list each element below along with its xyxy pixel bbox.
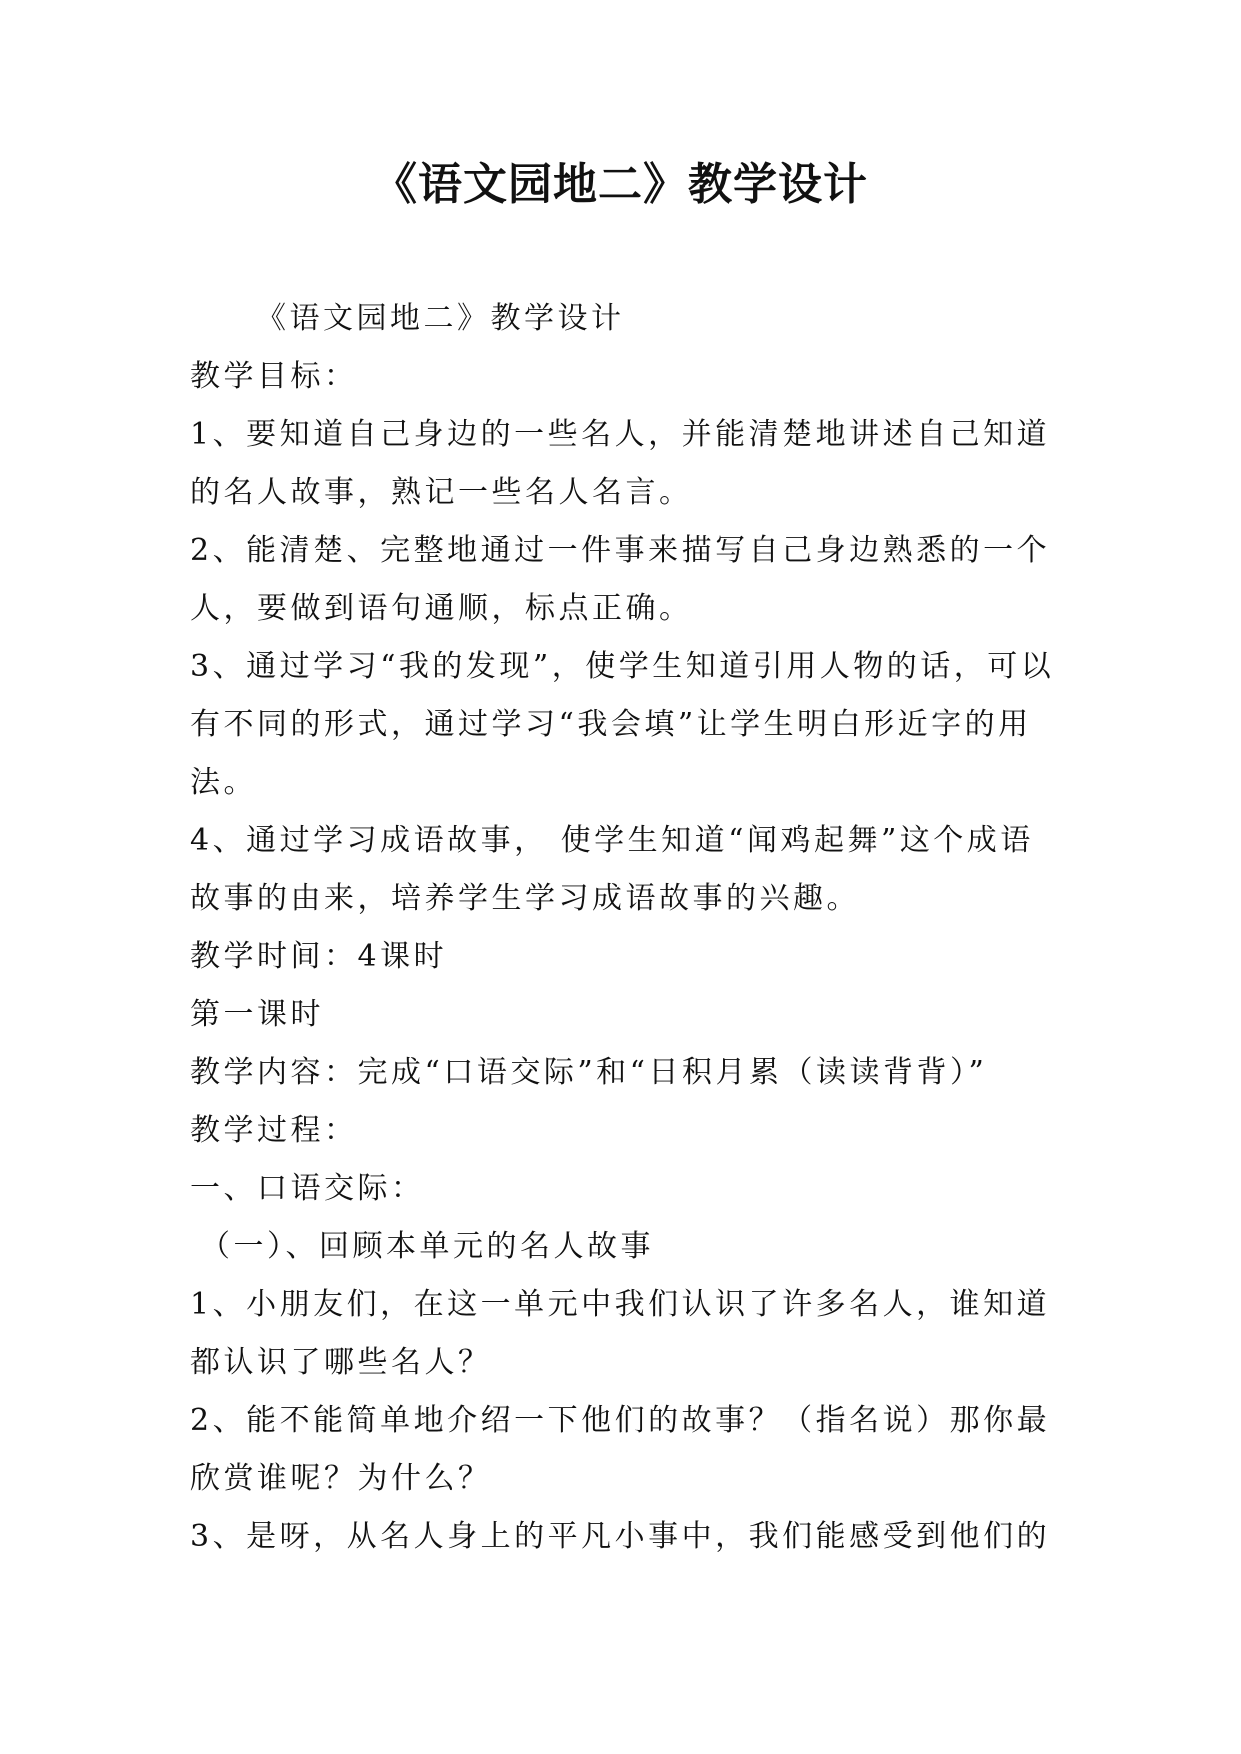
text-line: 4、通过学习成语故事， 使学生知道“闻鸡起舞”这个成语 [190,823,1034,858]
text-line: 人，要做到语句通顺，标点正确。 [190,591,693,626]
text-line: 3、通过学习“我的发现”，使学生知道引用人物的话，可以 [190,649,1055,684]
text-line: 教学时间：4课时 [190,939,448,974]
text-line: 故事的由来，培养学生学习成语故事的兴趣。 [190,881,860,916]
text-line: 有不同的形式，通过学习“我会填”让学生明白形近字的用 [190,707,1032,742]
text-line: 2、能清楚、完整地通过一件事来描写自己身边熟悉的一个 [190,533,1051,568]
document-body [190,290,1056,1566]
text-line: 的名人故事，熟记一些名人名言。 [190,475,693,510]
page-title: 《语文园地二》教学设计 [373,159,868,210]
text-line: 第一课时 [190,997,324,1032]
text-line: 教学过程： [190,1113,358,1148]
text-line: 教学内容：完成“口语交际”和“日积月累（读读背背）” [190,1055,988,1090]
text-line: 都认识了哪些名人？ [190,1345,492,1380]
text-line: 1、小朋友们，在这一单元中我们认识了许多名人，谁知道 [190,1287,1051,1322]
text-line: 法。 [190,765,257,800]
text-line: 2、能不能简单地介绍一下他们的故事？（指名说）那你最 [190,1403,1051,1438]
text-line: 1、要知道自己身边的一些名人，并能清楚地讲述自己知道 [190,417,1051,452]
text-line: 欣赏谁呢？为什么？ [190,1461,492,1496]
text-line: 教学目标： [190,359,358,394]
text-line: 一、口语交际： [190,1171,425,1206]
text-line: 3、是呀，从名人身上的平凡小事中，我们能感受到他们的 [190,1519,1051,1554]
text-line: （一）、回顾本单元的名人故事 [200,1229,654,1264]
subtitle-line: 《语文园地二》教学设计 [256,301,625,336]
